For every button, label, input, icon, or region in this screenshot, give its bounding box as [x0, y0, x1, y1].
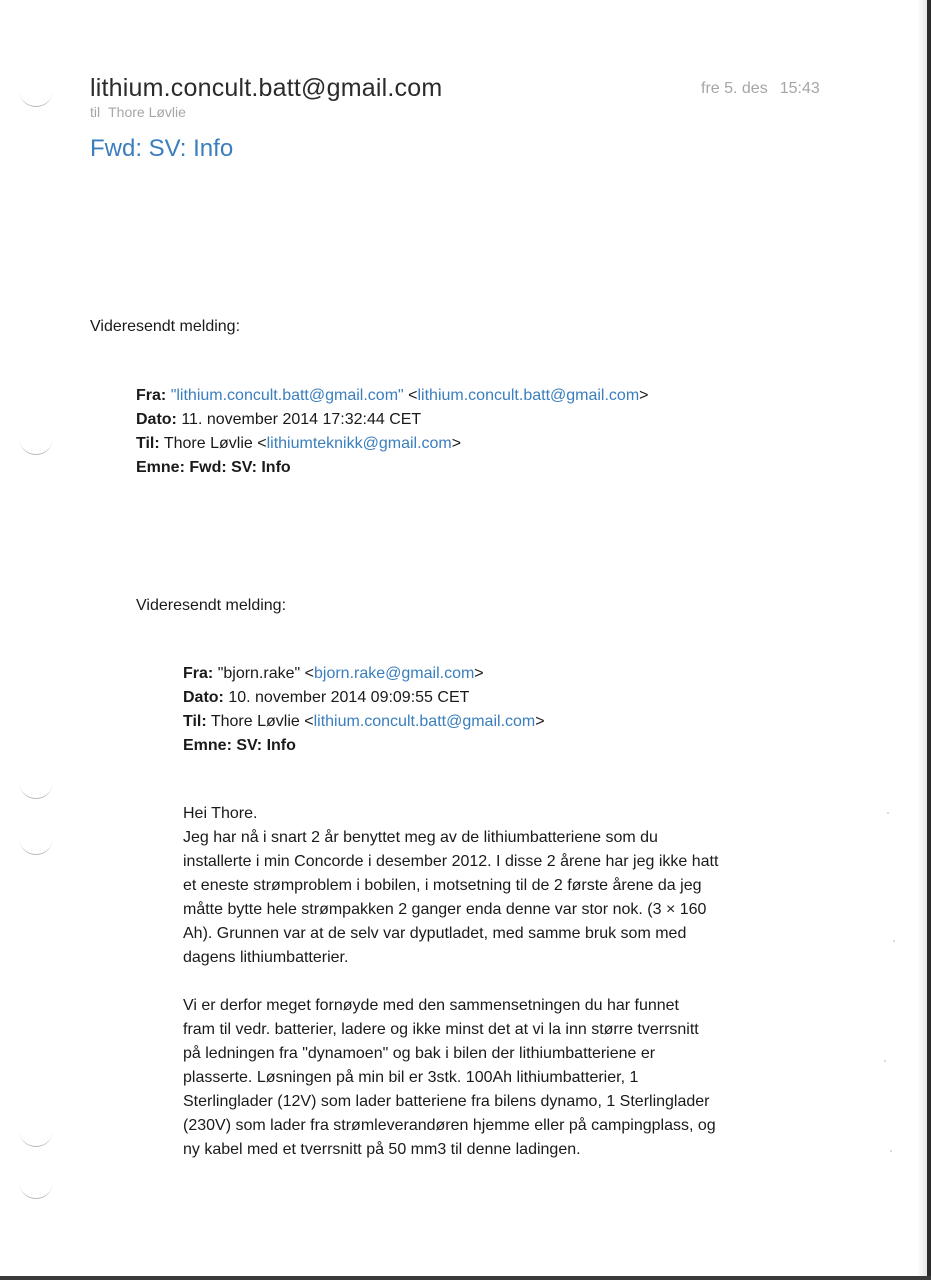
to-key: Til: [136, 435, 160, 452]
to-name: Thore Løvlie [163, 435, 253, 452]
scan-edge-bottom [0, 1276, 931, 1280]
to-row: Til: Thore Løvlie <lithium.concult.batt@gmail.com> [183, 713, 545, 730]
scan-speck [890, 1150, 892, 1152]
subject-row [136, 456, 649, 480]
recipient-name[interactable]: Thore Løvlie [108, 104, 186, 120]
to-email-link[interactable]: lithiumteknikk@gmail.com [266, 435, 452, 452]
sender-address[interactable]: lithium.concult.batt@gmail.com [90, 74, 443, 102]
subject-row [183, 734, 545, 758]
from-email-link[interactable]: bjorn.rake@gmail.com [314, 665, 475, 682]
forwarded-message-label: Videresendt melding: [90, 318, 241, 335]
to-key: Til: [183, 713, 207, 730]
body-line: et eneste strømproblem i bobilen, i motsetning til de 2 første årene da jeg [183, 877, 702, 894]
body-line: (230V) som lader fra strømleverandøren hjemme eller på campingplass, og [183, 1117, 716, 1134]
body-line: Ah). Grunnen var at de selv var dyputladet, med samme bruk som med [183, 925, 687, 942]
scan-speck [884, 1060, 886, 1062]
received-date: fre 5. des [701, 80, 768, 97]
punch-hole-mark [20, 78, 52, 107]
body-line: Jeg har nå i snart 2 år benyttet meg av de lithiumbatteriene som du [183, 829, 658, 846]
body-line: dagens lithiumbatterier. [183, 949, 349, 966]
paragraph-2 [183, 994, 743, 1162]
received-time: 15:43 [779, 80, 820, 97]
date-row [136, 408, 649, 432]
body-line: fram til vedr. batterier, ladere og ikke minst det at vi la inn større tverrsnitt [183, 1021, 699, 1038]
from-key: Fra: [136, 387, 167, 404]
from-row: Fra: "lithium.concult.batt@gmail.com" <lithium.concult.batt@gmail.com> [136, 387, 649, 404]
email-subject: Fwd: SV: Info [90, 135, 234, 162]
recipient-line [90, 104, 186, 120]
punch-hole-mark [20, 770, 52, 799]
body-line: på ledningen fra "dynamoen" og bak i bilen der lithiumbatteriene er [183, 1045, 656, 1062]
date-row [183, 686, 545, 710]
to-name: Thore Løvlie [210, 713, 300, 730]
punch-hole-mark [20, 426, 52, 455]
subject-value: Emne: Fwd: SV: Info [136, 459, 291, 476]
scan-speck [887, 812, 889, 814]
to-row: Til: Thore Løvlie <lithiumteknikk@gmail.com> [136, 435, 462, 452]
body-line: Sterlinglader (12V) som lader batteriene fra bilens dynamo, 1 Sterlinglader [183, 1093, 710, 1110]
punch-hole-mark [20, 1170, 52, 1199]
paragraph-1 [183, 826, 743, 970]
scan-shadow-right [917, 0, 927, 1280]
from-email-link[interactable]: lithium.concult.batt@gmail.com [417, 387, 640, 404]
punch-hole-mark [20, 826, 52, 855]
from-name: "lithium.concult.batt@gmail.com" [170, 387, 404, 404]
body-line: plasserte. Løsningen på min bil er 3stk. 100Ah lithiumbatterier, 1 [183, 1069, 639, 1086]
from-name: "bjorn.rake" [217, 665, 301, 682]
received-datetime [701, 80, 820, 98]
subject-value: Emne: SV: Info [183, 737, 296, 754]
scan-speck [893, 940, 895, 942]
body-line: installerte i min Concorde i desember 2012. I disse 2 årene har jeg ikke hatt [183, 853, 719, 870]
punch-hole-mark [20, 1118, 52, 1147]
forwarded-header-block [183, 662, 545, 758]
body-line: Vi er derfor meget fornøyde med den sammensetningen du har funnet [183, 997, 679, 1014]
date-key: Dato: [136, 411, 177, 428]
from-row: Fra: "bjorn.rake" <bjorn.rake@gmail.com> [183, 665, 484, 682]
to-email-link[interactable]: lithium.concult.batt@gmail.com [313, 713, 536, 730]
scan-edge-right [927, 0, 931, 1280]
date-value: 10. november 2014 09:09:55 CET [228, 689, 470, 706]
from-key: Fra: [183, 665, 214, 682]
body-line: måtte bytte hele strømpakken 2 ganger enda denne var stor nok. (3 × 160 [183, 901, 707, 918]
forwarded-header-block [136, 384, 649, 480]
message-body [183, 802, 743, 1162]
date-key: Dato: [183, 689, 224, 706]
paragraph-gap [183, 970, 743, 994]
greeting: Hei Thore. [183, 805, 258, 822]
to-prefix: til [90, 104, 101, 120]
forwarded-message-label: Videresendt melding: [136, 597, 287, 614]
body-line: ny kabel med et tverrsnitt på 50 mm3 til denne ladingen. [183, 1141, 581, 1158]
date-value: 11. november 2014 17:32:44 CET [181, 411, 422, 428]
